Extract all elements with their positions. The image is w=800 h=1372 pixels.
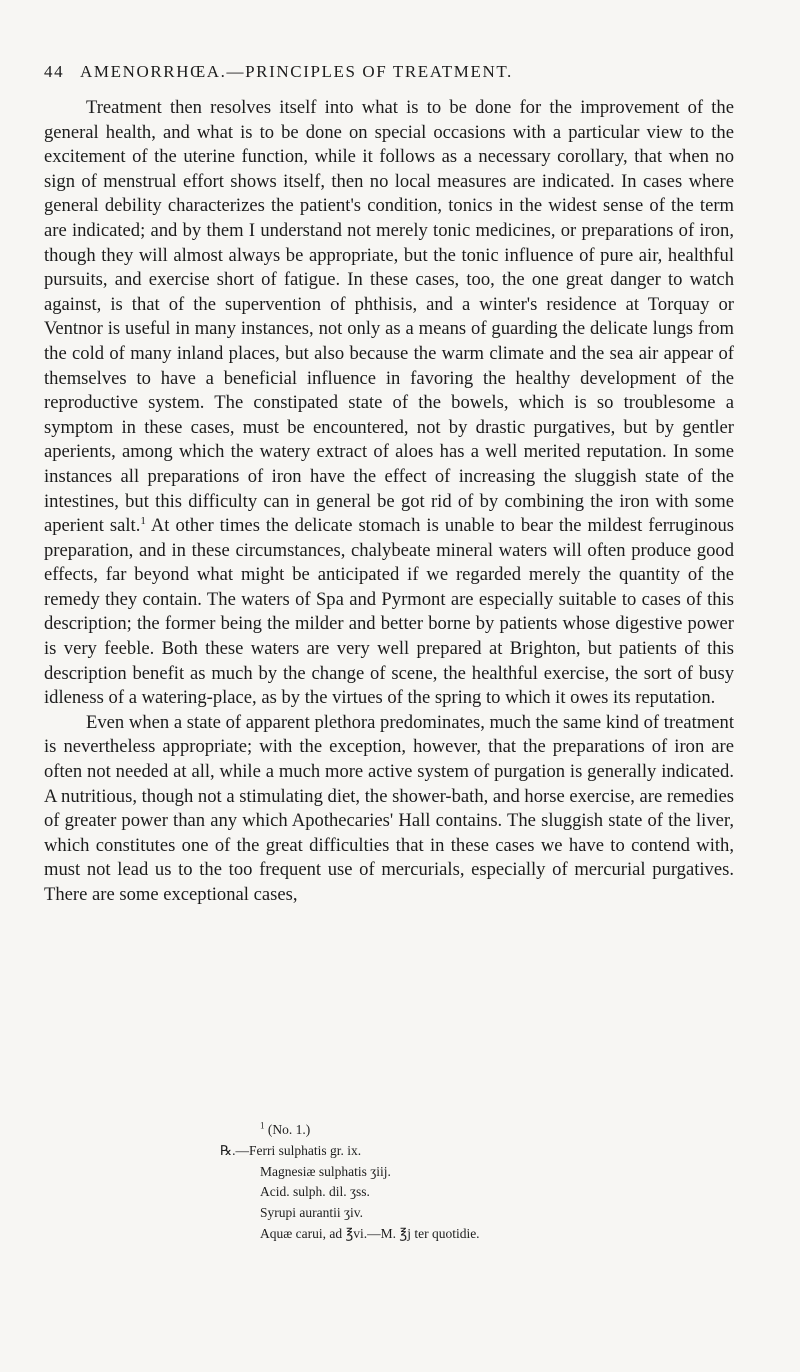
prescription-line-5: Aquæ carui, ad ℥vi.—M. ℥j ter quotidie.: [260, 1225, 480, 1241]
page-number: 44: [44, 62, 65, 81]
running-head: [44, 62, 734, 86]
footnote-heading: [220, 1120, 700, 1141]
paragraph-1-continued: At other times the delicate stomach is unable to bear the mildest ferruginous preparation, and in these circumstances, chalybeate mineral waters will often produce good effects, far beyond what might be anticipated if we regarded merely the quantity of the remedy they contain. The waters of Spa and Pyrmont are especially suitable to cases of this description; the former being the milder and better borne by patients whose digestive power is very feeble. Both these waters are very well prepared at Brighton, but patients of this description benefit as much by the change of scene, the healthful exercise, the sort of busy idleness of a watering-place, as by the virtues of the spring to which it owes its reputation.: [44, 515, 735, 709]
footnote: [220, 1120, 700, 1245]
prescription-line-4: Syrupi aurantii ʒiv.: [260, 1205, 363, 1221]
footnote-marker: 1: [260, 1120, 265, 1131]
footnote-heading-text: (No. 1.): [267, 1122, 311, 1137]
paragraph-2: [44, 711, 734, 908]
running-title: AMENORRHŒA.—PRINCIPLES OF TREATMENT.: [80, 62, 513, 81]
paragraph-1-text: Treatment then resolves itself into what is to be done for the improvement of the general health, and what is to be done on special occasions with a particular view to the excitement of the uterine function, while it follows as a necessary corollary, that when no sign of menstrual effort shows itself, then no local measures are indicated. In cases where general debility characterizes the patient's condition, tonics in the widest sense of the term are indicated; and by them I understand not merely tonic medicines, or preparations of iron, though they will almost always be appropriate, but the tonic influence of pure air, healthful pursuits, and exercise short of fatigue. In these cases, too, the one great danger to watch against, is that of the supervention of phthisis, and a winter's residence at Torquay or Ventnor is useful in many instances, not only as a means of guarding the delicate lungs from the cold of many inland places, but also because the warm climate and the sea air appear of themselves to have a beneficial influence in favoring the healthy development of the reproductive system. The constipated state of the bowels, which is so troublesome a symptom in these cases, must be encountered, not by drastic purgatives, but by gentler aperients, among which the watery extract of aloes has a well merited reputation. In some instances all preparations of iron have the effect of increasing the sluggish state of the intestines, but this difficulty can in general be got rid of by combining the iron with some aperient salt.: [44, 97, 734, 537]
paragraph-2-text: Even when a state of apparent plethora predominates, much the same kind of treatment is nevertheless appropriate; with the exception, however, that the preparations of iron are often not needed at all, while a much more active system of purgation is generally indicated. A nutritious, though not a stimulating diet, the shower-bath, and horse exercise, are remedies of greater power than any which Apothecaries' Hall contains. The sluggish state of the liver, which constitutes one of the great difficulties that in these cases we have to contend with, must not lead us to the too frequent use of mercurials, especially of mercurial purgatives. There are some exceptional cases,: [44, 711, 735, 905]
prescription-line-3: Acid. sulph. dil. ʒss.: [260, 1184, 370, 1200]
footnote-reference: 1: [140, 514, 146, 527]
prescription-line-1: ℞.—Ferri sulphatis gr. ix.: [220, 1142, 362, 1158]
prescription-line-2: Magnesiæ sulphatis ʒiij.: [260, 1163, 391, 1179]
body-text: [44, 96, 734, 908]
paragraph-1: [44, 96, 734, 711]
